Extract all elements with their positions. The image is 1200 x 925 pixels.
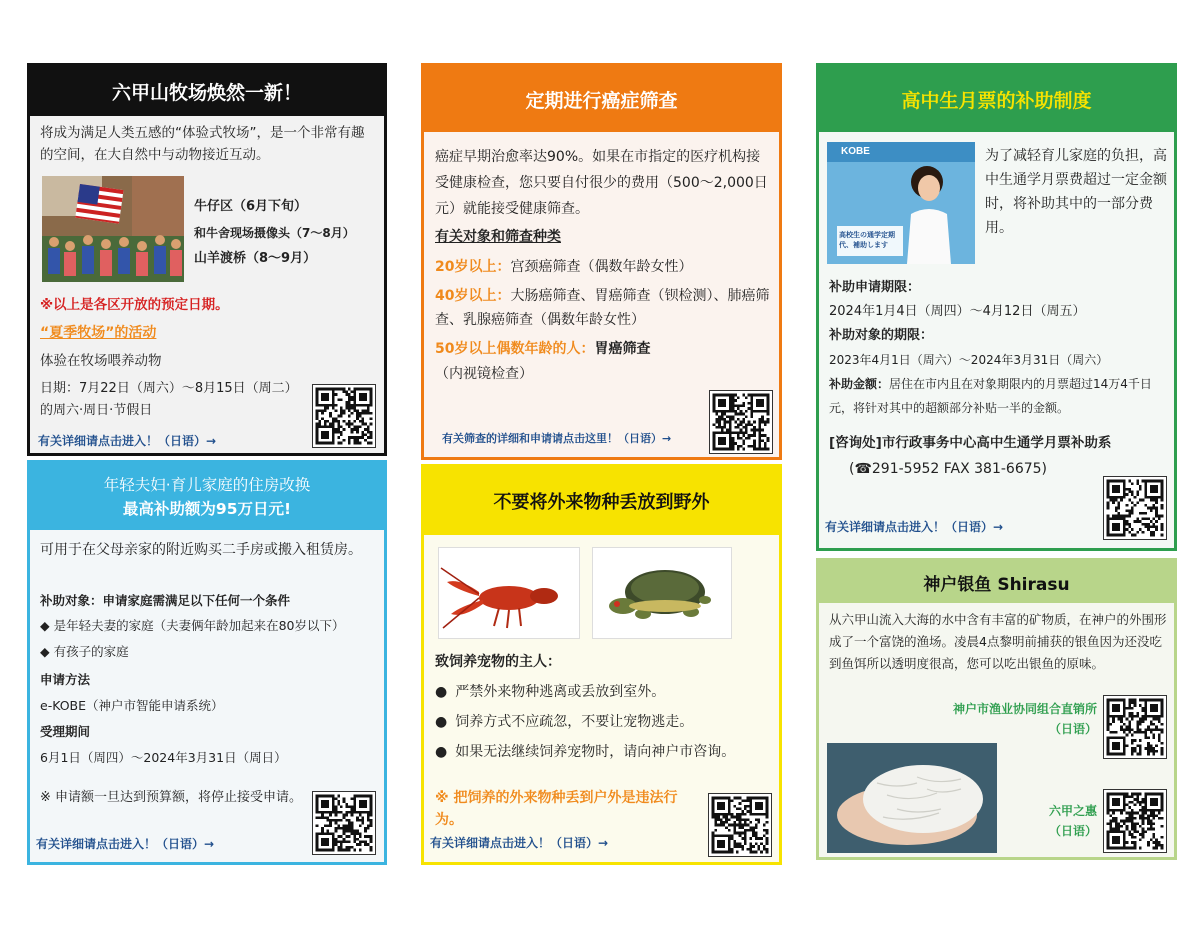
housing-qr-code[interactable] [312, 791, 376, 855]
shirasu-gift[interactable]: 六甲之惠 [1048, 804, 1097, 818]
alien-qr-code[interactable] [708, 793, 772, 857]
pass-link[interactable]: 有关详细请点击进入！（日语）→ [825, 520, 1004, 534]
pass-photo-caption: 高校生の通学定期代、補助します [839, 231, 895, 249]
shirasu-header [819, 561, 1174, 603]
cancer-header [424, 66, 779, 132]
cancer-text-20: 宫颈癌筛查（偶数年龄女性） [510, 259, 693, 275]
bullet-icon: ● [435, 744, 448, 760]
housing-note: ※ 申请额一旦达到预算额，将停止接受申请。 [40, 790, 303, 805]
ranch-photo [42, 176, 184, 282]
alien-owner: 致饲养宠物的主人： [435, 654, 561, 670]
pass-period-value: 2023年4月1日（周六）～2024年3月31日（周六） [829, 353, 1109, 367]
housing-card [27, 460, 387, 865]
housing-target-label: 补助对象：申请家庭需满足以下任何一个条件 [40, 593, 291, 608]
pass-amount-label: 补助金额： [829, 377, 890, 391]
cancer-row-20 [435, 254, 771, 280]
housing-header [30, 463, 384, 530]
cancer-endo: （内视镜检查） [435, 366, 533, 382]
shirasu-coop[interactable]: 神户市渔业协同组合直销所 [952, 702, 1097, 716]
pass-apply-value: 2024年1月4日（周四）～4月12日（周五） [829, 304, 1086, 319]
cancer-title: 定期进行癌症筛查 [525, 89, 678, 112]
ranch-event-title: “夏季牧场”的活动 [40, 325, 157, 341]
cancer-age-20: 20岁以上： [435, 259, 511, 275]
cancer-link[interactable]: 有关筛查的详细和申请请点击这里！（日语）→ [442, 432, 672, 445]
ranch-item-3: 山羊渡桥（8～9月） [194, 251, 317, 266]
shirasu-gift-qr-code[interactable] [1103, 789, 1167, 853]
alien-header [424, 467, 779, 535]
housing-period-label: 受理期间 [40, 724, 91, 739]
pass-qr-code[interactable] [1103, 476, 1167, 540]
housing-period: 6月1日（周四）～2024年3月31日（周日） [40, 750, 287, 765]
ranch-item-2: 和牛舍现场摄像头（7～8月） [194, 226, 355, 240]
housing-title-2: 最高补助额为95万日元! [122, 499, 292, 518]
bullet-icon: ● [435, 714, 448, 730]
housing-method: e-KOBE（神户市智能申请系统） [40, 698, 224, 713]
housing-title-1: 年轻夫妇·育儿家庭的住房改换 [103, 475, 311, 494]
housing-method-label: 申请方法 [40, 672, 91, 687]
ranch-item-1: 牛仔区（6月下旬） [194, 199, 308, 214]
housing-link[interactable]: 有关详细请点击进入！（日语）→ [36, 837, 215, 851]
pass-amount [829, 372, 1169, 420]
pass-title: 高中生月票的补助制度 [901, 89, 1092, 112]
ranch-link[interactable]: 有关详细请点击进入！（日语）→ [38, 434, 217, 448]
ranch-header [30, 66, 384, 116]
bullet-icon: ● [435, 684, 448, 700]
cancer-row-40 [435, 284, 771, 332]
cancer-qr-code[interactable] [709, 390, 773, 454]
shirasu-card [816, 558, 1177, 860]
alien-warning: ※ 把饲养的外来物种丢到户外是违法行为。 [435, 790, 678, 828]
alien-bullet-2: ● 饲养方式不应疏忽，不要让宠物逃走。 [435, 709, 773, 735]
pass-contact: [咨询处]市行政事务中心高中生通学月票补助系 [829, 435, 1112, 451]
crayfish-photo [438, 547, 580, 639]
ranch-qr-code[interactable] [312, 384, 376, 448]
ranch-note: ※以上是各区开放的预定日期。 [40, 297, 229, 313]
shirasu-title: 神户银鱼 Shirasu [923, 574, 1070, 595]
pass-card [816, 63, 1177, 551]
cancer-age-50: 50岁以上偶数年龄的人： [435, 341, 595, 357]
pass-period-label: 补助对象的期限： [829, 328, 934, 343]
housing-cond-2: ◆ 有孩子的家庭 [40, 644, 129, 659]
cancer-text-40: 大肠癌筛查、胃癌筛查（钡检测）、肺癌筛查、乳腺癌筛查（偶数年龄女性） [435, 288, 770, 328]
turtle-photo [592, 547, 732, 639]
alien-title: 不要将外来物种丢放到野外 [493, 492, 710, 513]
cancer-intro: 癌症早期治愈率达90%。如果在市指定的医疗机构接受健康检查，您只要自付很少的费用（500～2,000日元）就能接受健康筛查。 [435, 149, 768, 217]
pass-amount-value: 居住在市内且在对象期限内的月票超过14万4千日元，将针对其中的超额部分补贴一半的金额。 [829, 377, 1152, 415]
ranch-date: 日期：7月22日（周六）～8月15日（周二）的周六·周日·节假日 [40, 381, 298, 418]
shirasu-coop-lang[interactable]: （日语） [1048, 722, 1097, 736]
shirasu-coop-qr-code[interactable] [1103, 695, 1167, 759]
ranch-title: 六甲山牧场焕然一新！ [111, 81, 302, 104]
housing-intro: 可用于在父母亲家的附近购买二手房或搬入租赁房。 [40, 542, 362, 558]
pass-photo-brand: KOBE [841, 146, 870, 157]
alien-bullet-3: ● 如果无法继续饲养宠物时，请向神户市咨询。 [435, 739, 773, 765]
housing-cond-1: ◆ 是年轻夫妻的家庭（夫妻俩年龄加起来在80岁以下） [40, 618, 345, 633]
shirasu-gift-lang[interactable]: （日语） [1048, 824, 1097, 838]
cancer-row-50 [435, 336, 771, 362]
cancer-age-40: 40岁以上： [435, 288, 511, 304]
pass-phone: (☎291-5952 FAX 381-6675) [849, 461, 1048, 477]
alien-link[interactable]: 有关详细请点击进入！（日语）→ [430, 836, 609, 850]
pass-apply-label: 补助申请期限： [829, 280, 921, 295]
cancer-text-50: 胃癌筛查 [594, 341, 651, 357]
alien-bullet-1: ● 严禁外来物种逃离或丢放到室外。 [435, 679, 773, 705]
ranch-card [27, 63, 387, 456]
shirasu-intro: 从六甲山流入大海的水中含有丰富的矿物质，在神户的外围形成了一个富饶的渔场。凌晨4点黎明前捕获的银鱼因为还没吃到鱼饵所以透明度很高，您可以吃出银鱼的原味。 [829, 612, 1167, 671]
pass-intro: 为了减轻育儿家庭的负担，高中生通学月票费超过一定金额时，将补助其中的一部分费用。 [985, 148, 1167, 236]
cancer-card [421, 63, 782, 460]
pass-header [819, 66, 1174, 132]
shirasu-photo [827, 743, 997, 853]
cancer-subtitle: 有关对象和筛查种类 [435, 229, 561, 245]
pass-photo [827, 142, 975, 264]
alien-card [421, 464, 782, 865]
ranch-event-desc: 体验在牧场喂养动物 [40, 353, 162, 369]
ranch-intro: 将成为满足人类五感的“体验式牧场”，是一个非常有趣的空间，在大自然中与动物接近互动。 [40, 125, 365, 163]
